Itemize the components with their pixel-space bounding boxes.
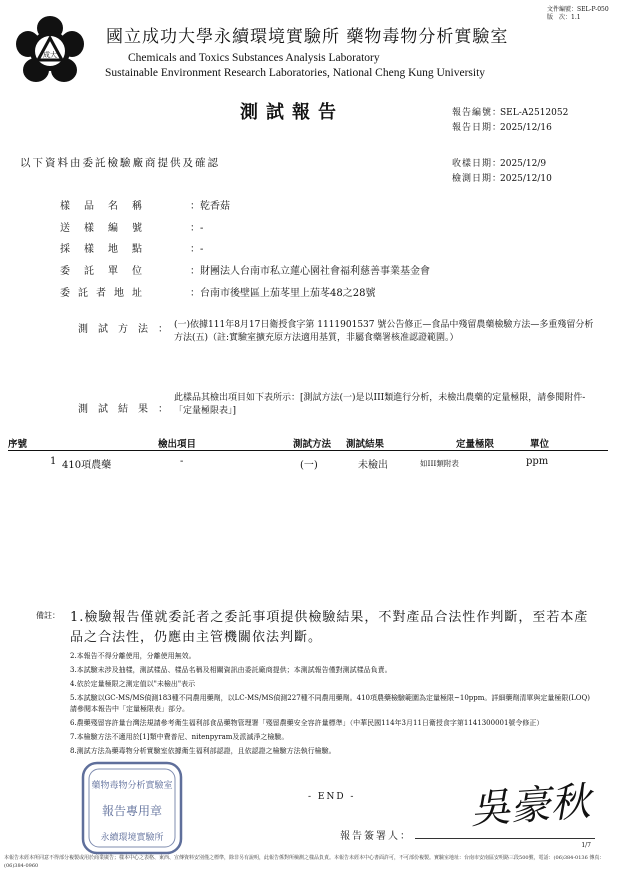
document-code-line: 文件編號：SEL-P-050 [547,6,609,13]
test-method-value: (一)依據111年8月17日衛授食字第 1111901537 號公告修正—食品中殘留農藥檢驗方法—多重殘留分析方法(五)（註:實驗室擴充原方法適用基質，非屬食藥署核准認證範圍。） [174,320,594,343]
sample-name-value: 乾香菇 [200,201,230,212]
report-number-label: 報告編號： [452,108,503,118]
header-seq: 序號 [8,439,28,450]
sampling-location-label: 採樣地點 [60,244,156,255]
end-marker: - END - [308,792,356,802]
report-number-value: SEL-A2512052 [500,108,569,118]
header-method: 測試方法 [293,439,332,450]
cell-seq: 1 [50,456,57,467]
header-result: 測試結果 [346,439,385,450]
client-label: 委託單位 [60,266,156,277]
sampling-location-row: 採樣地點 ：- [60,240,203,255]
institute-name-en-university: Sustainable Environment Research Laboratories, National Cheng Kung University [105,67,486,79]
sample-name-row: 樣品名稱 ：乾香菇 [60,197,230,212]
stamp-line-3: 永續環境實驗所 [100,833,164,843]
page-number: 1/7 [581,842,591,849]
note-8: 8.測試方法為藥毒物分析實驗室依據衛生福利部認證，且依認證之檢驗方法執行檢驗。 [70,747,336,755]
test-result-label: 測試結果： [78,404,178,415]
report-date-label: 報告日期： [452,123,503,133]
header-loq: 定量極限 [456,439,495,450]
client-address-row: 委託者地址 ：台南市後壁區上茄苳里上茄苳48之28號 [60,284,375,299]
test-method-label: 測試方法： [78,324,178,335]
sampling-location-value: - [200,244,204,255]
receive-date-label: 收樣日期： [452,159,503,169]
note-5: 5.本試驗以GC-MS/MS偵測183種不同農用藥劑，以LC-MS/MS偵測227種不同農用藥劑。410項農藥檢驗範圍為定量極限~10ppm。詳細藥劑清單與定量極限(LOQ)請參閱本報告中「定量極限表」部分。 [70,694,590,713]
footer-disclaimer: 本報告未經本所同意不得部分複製或用於商業廣告；樣本中心之表格、東西、宣傳資料安別僅之標準，除非另有說明，此報告係對所檢測之樣品負責。本報告未經本中心書面許可，不可部份複製。實驗室地址：台南市安南區安明路三段500號，電話：(06)384-0136 傳真：(06)384-0960 [4,855,605,869]
test-date-row [452,171,552,184]
note-1: 1.檢驗報告僅就委託者之委託事項提供檢驗結果，不對產品合法性作判斷，至若本產品之合法性，仍應由主管機關依法判斷。 [70,610,589,645]
report-date-row [452,120,552,133]
stamp-line-2: 報告專用章 [101,804,163,818]
table-divider [8,450,608,451]
notes-label: 備註： [36,611,60,620]
note-7: 7.本檢驗方法不適用於[1]類中費普尼、nitenpyram及派滅淨之檢驗。 [70,733,289,741]
stamp-line-1: 藥物毒物分析實驗室 [91,781,173,791]
table-row [8,456,608,470]
report-date-value: 2025/12/16 [500,123,552,133]
note-6: 6.農藥殘留容許量台灣法規請參考衛生福利部食品藥物管理署「殘留農藥安全容許量標準」（中華民國114年3月11日衛授食字第1141300001號令修正） [70,719,544,727]
sample-number-value: - [200,223,204,234]
receive-date-value: 2025/12/9 [500,159,547,169]
document-version-line: 版 次：1.1 [547,14,581,21]
test-date-value: 2025/12/10 [500,174,552,184]
test-result-value: 此樣品其檢出項目如下表所示：[測試方法(一)是以III類進行分析，未檢出農藥的定量極限，請參閱附件-「定量極限表」] [174,393,586,416]
receive-date-row [452,156,546,169]
document-code [547,6,613,22]
header-item: 檢出項目 [158,439,197,450]
cell-item: 410項農藥 [62,460,112,471]
note-4: 4.依於定量極限之測定值以"未檢出"表示 [70,680,196,688]
lab-stamp [80,760,184,856]
client-value: 財團法人台南市私立蓮心園社會福利慈善事業基金會 [200,266,430,277]
signer-label: 報告簽署人： [340,831,412,842]
report-number-row [452,105,568,118]
sample-number-label: 送樣編號 [60,223,156,234]
logo-text: 成大 [43,51,57,59]
cell-result: 未檢出 [358,460,388,471]
header-unit: 單位 [530,439,550,450]
client-row: 委託單位 ：財團法人台南市私立蓮心園社會福利慈善事業基金會 [60,262,430,277]
signature-line [415,838,595,839]
institute-name-cn: 國立成功大學永續環境實驗所 藥物毒物分析實驗室 [106,27,509,47]
client-address-label: 委託者地址 [60,288,150,299]
cell-extra: - [180,456,184,467]
note-2: 2.本報告不得分離使用，分離使用無效。 [70,652,196,660]
report-title: 測試報告 [240,102,344,123]
signature: 吳豪秋 [468,778,592,834]
ncku-logo [14,14,86,86]
client-address-value: 台南市後壁區上茄苳里上茄苳48之28號 [200,288,376,299]
sample-name-label: 樣品名稱 [60,201,156,212]
note-3: 3.本試驗未涉及抽樣，測試樣品、樣品名稱及相關資訊由委託廠商提供；本測試報告僅對測試樣品負責。 [70,666,392,674]
sample-number-row: 送樣編號 ：- [60,219,203,234]
test-date-label: 檢測日期： [452,174,503,184]
table-header [8,436,608,450]
cell-method: (一) [300,460,318,471]
confirm-statement: 以下資料由委託檢驗廠商提供及確認 [20,157,220,169]
institute-name-en-lab: Chemicals and Toxics Substances Analysis Laboratory [128,52,380,64]
cell-unit: ppm [526,456,549,467]
cell-loq: 如III類附表 [420,459,459,468]
